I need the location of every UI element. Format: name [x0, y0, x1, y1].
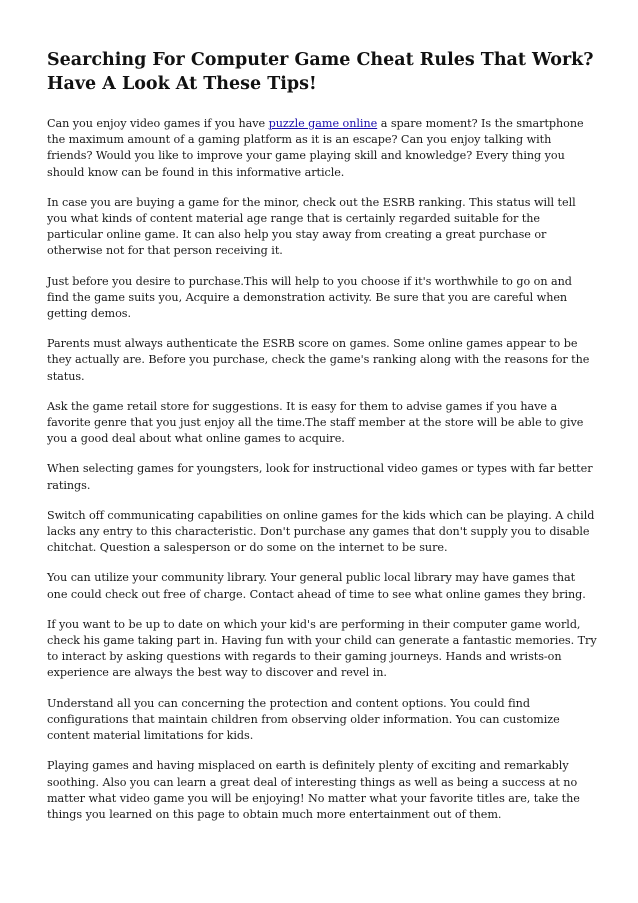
paragraph-conclusion: Playing games and having misplaced on earth is definitely plenty of exciting and remarkably soothing. Also you can learn a great deal of interesting things as well as being a success at no matter what video game you will be enjoying! No matter what your favorite titles are, take the things you learned on this page to obtain much more entertainment out of them. [47, 759, 580, 821]
paragraph-esrb-ranking: In case you are buying a game for the minor, check out the ESRB ranking. This status will tell you what kinds of content material age range that is certainly regarded suitable for the particular online game. It can also help you stay away from creating a great purchase or otherwise not for that person receiving it. [47, 195, 576, 258]
paragraph-community-library: You can utilize your community library. Your general public local library may have games that one could check out free of charge. Contact ahead of time to see what online games they bring. [47, 571, 586, 601]
paragraph-content-options: Understand all you can concerning the protection and content options. You could find configurations that maintain children from observing older information. You can customize content material limitations for kids. [47, 696, 560, 743]
paragraph-parents-esrb: Parents must always authenticate the ESRB score on games. Some online games appear to be they actually are. Before you purchase, check the game's ranking along with the reasons for the status. [47, 337, 590, 383]
paragraph-disable-chat: Switch off communicating capabilities on online games for the kids which can be playing. A child lacks any entry to this characteristic. Don't purchase any games that don't supply you to disable chitchat. Question a salesperson or do some on the internet to be sure. [47, 508, 595, 555]
paragraph-play-with-kids: If you want to be up to date on which your kid's are performing in their computer game world, check his game taking part in. Having fun with your child can generate a fantastic memories. Try to interact by asking questions with regards to their gaming journeys. Hands and wrists-on experience are always the best way to discover and revel in. [47, 617, 597, 680]
page-title: Searching For Computer Game Cheat Rules That Work? Have A Look At These Tips! [47, 50, 594, 94]
paragraph-instructional-games: When selecting games for youngsters, look for instructional video games or types with far better ratings. [47, 462, 593, 492]
puzzle-game-online-link[interactable]: puzzle game online [268, 117, 378, 130]
intro-paragraph [47, 116, 597, 181]
paragraph-demonstration: Just before you desire to purchase.This will help to you choose if it's worthwhile to go on and find the game suits you, Acquire a demonstration activity. Be sure that you are careful when getting demos. [47, 274, 572, 321]
intro-text-before-link: Can you enjoy video games if you have [47, 117, 269, 130]
intro-text-after-link: a spare moment? Is the smartphone the maximum amount of a gaming platform as it is an escape? Can you enjoy talking with friends? Would you like to improve your game playing skill and knowledge? Every thing you should know can be found in this informative article. [47, 117, 584, 179]
paragraph-store-suggestions: Ask the game retail store for suggestions. It is easy for them to advise games if you have a favorite genre that you just enjoy all the time.The staff member at the store will be able to give you a good deal about what online games to acquire. [47, 399, 584, 446]
document-page [47, 48, 597, 837]
